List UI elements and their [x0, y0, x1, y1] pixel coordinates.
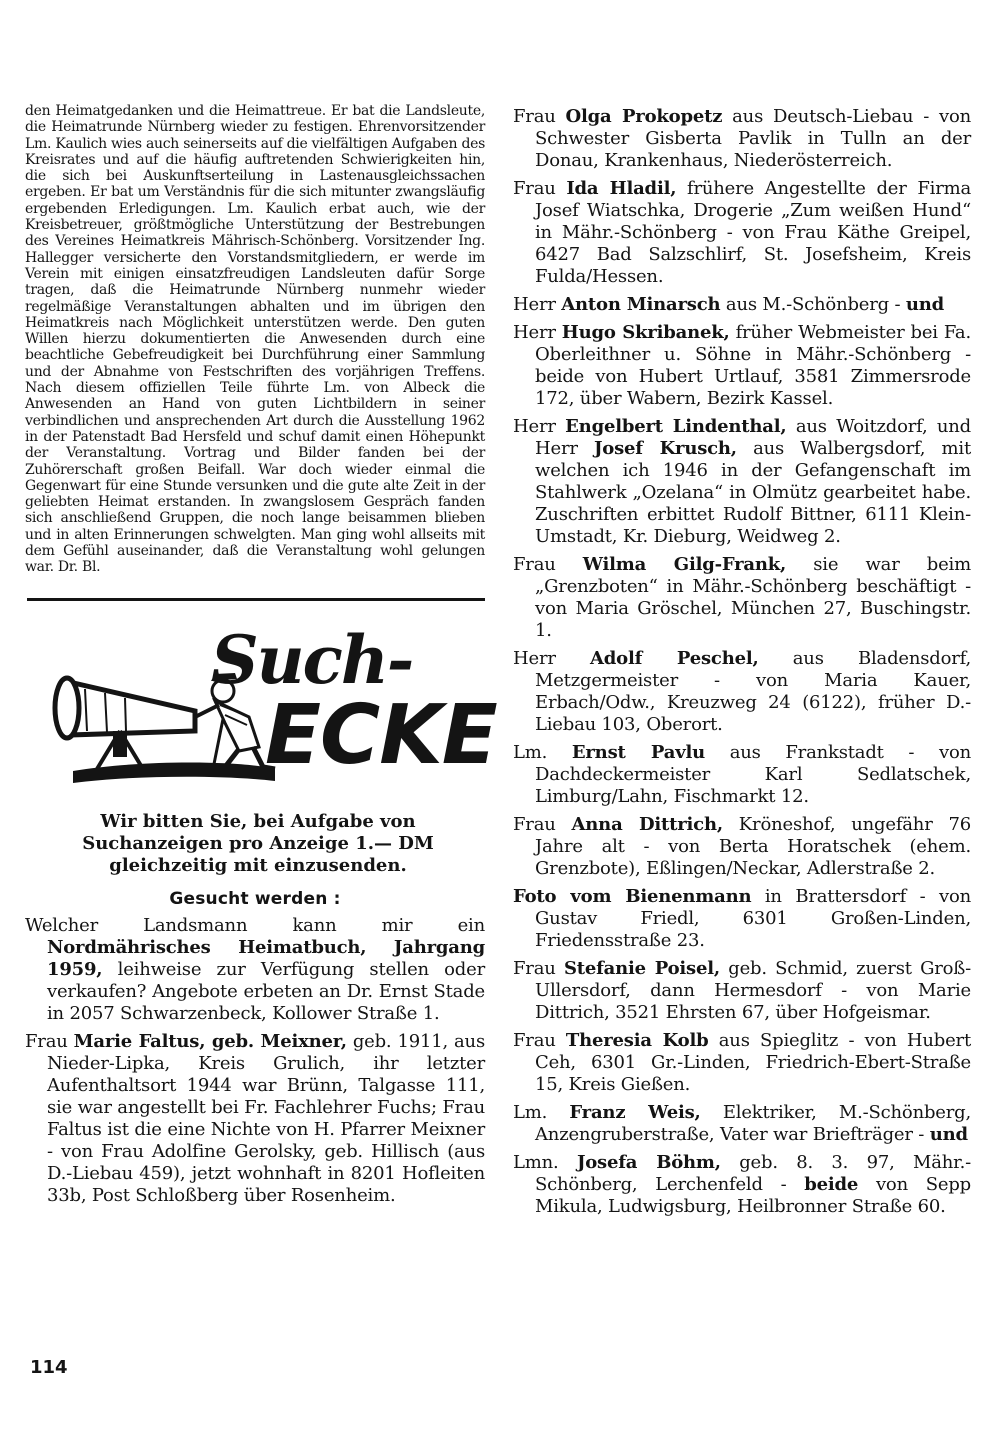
- page-number: 114: [30, 1357, 68, 1378]
- ad-name-bold: Engelbert Lindenthal,: [565, 416, 787, 437]
- search-ad: [513, 814, 971, 880]
- ad-name-bold: Adolf Peschel,: [589, 648, 759, 669]
- ad-text: aus M.-Schönberg -: [720, 294, 906, 315]
- ad-name-bold: Anton Minarsch: [561, 294, 721, 315]
- section-subheading: Gesucht werden :: [169, 888, 341, 909]
- ad-text: Herr: [513, 648, 590, 669]
- search-ad: [513, 1102, 971, 1146]
- ad-text: Herr: [513, 294, 562, 315]
- ad-text: Herr: [513, 322, 562, 343]
- ad-name-bold: Josefa Böhm,: [576, 1152, 721, 1173]
- ad-text: früher Webmeister bei Fa. Oberleithner u. Söhne in Mähr.-Schönberg - beide von Hubert Urtlauf, 3581 Zimmersrode 172, über Wabern, Bezirk Kassel.: [535, 322, 971, 409]
- ad-text: leihweise zur Verfügung stellen oder verkaufen? Angebote erbeten an Dr. Ernst Stade in 2057 Schwarzenbeck, Kollower Straße 1.: [47, 958, 485, 1024]
- search-ads-left: [25, 915, 485, 1207]
- ad-name-bold: Nordmährisches Heimatbuch, Jahrgang 1959,: [47, 936, 485, 980]
- ad-text: aus Walbergsdorf, mit welchen ich 1946 in der Gefangenschaft im Stahlwerk „Ozelana“ in Olmütz gearbeitet habe. Zuschriften erbittet Rudolf Bittner, 6111 Klein-Umstadt, Kr. Dieburg, Weidweg 2.: [535, 438, 971, 547]
- ad-text: Lm.: [513, 742, 572, 763]
- ad-name-bold: und: [905, 294, 945, 315]
- ad-name-bold: Anna Dittrich,: [571, 814, 723, 835]
- left-column: [25, 103, 497, 1213]
- ad-text: Frau: [513, 958, 564, 979]
- ad-text: aus Woitzdorf, und Herr: [535, 416, 972, 459]
- ad-name-bold: Hugo Skribanek,: [561, 322, 730, 343]
- ad-text: Herr: [513, 416, 566, 437]
- ad-name-bold: Franz Weis,: [569, 1102, 701, 1123]
- ad-name-bold: Ernst Pavlu: [571, 742, 705, 763]
- ad-name-bold: Wilma Gilg-Frank,: [582, 554, 787, 575]
- ad-text: Welcher Landsmann kann mir ein: [25, 914, 485, 936]
- ad-name-bold: Theresia Kolb: [565, 1030, 709, 1051]
- ad-text: frühere Angestellte der Firma Josef Wiatschka, Drogerie „Zum weißen Hund“ in Mähr.-Schönberg - von Frau Käthe Greipel, 6427 Bad Salzschlirf, St. Josefsheim, Kreis Fulda/Hessen.: [535, 178, 972, 287]
- search-ad: [513, 106, 971, 172]
- ad-text: geb. 8. 3. 97, Mähr.-Schönberg, Lerchenfeld -: [535, 1152, 971, 1195]
- logo-ecke-word: ECKE: [265, 687, 497, 783]
- ad-text: Frau: [25, 1030, 74, 1052]
- ad-name-bold: Foto vom Bienenmann: [513, 886, 752, 907]
- search-ad: [513, 886, 971, 952]
- ad-text: geb. Schmid, zuerst Groß-Ullersdorf, dann Hermesdorf - von Marie Dittrich, 3521 Ehrsten 67, über Hofgeismar.: [535, 958, 972, 1023]
- ad-text: sie war beim „Grenzboten“ in Mähr.-Schönberg beschäftigt - von Maria Gröschel, München 27, Buschingstr. 1.: [535, 554, 971, 641]
- search-ad: [513, 648, 971, 736]
- ad-text: Frau: [513, 178, 567, 199]
- ad-text: von Sepp Mikula, Ludwigsburg, Heilbronner Straße 60.: [535, 1174, 971, 1217]
- report-paragraph: den Heimatgedanken und die Heimattreue. Er bat die Landsleute, die Heimatrunde Nürnberg wieder zu festigen. Ehrenvorsitzender Lm. Kaulich wies auch seinerseits auf die vielfältigen Aufgaben des Kreisrates und auf die häufig auftretenden Schwierigkeiten hin, die sich bei Auskunftserteilung in Lastenausgleichssachen ergeben. Er bat um Verständnis für die sich mitunter zwangsläufig ergebenden Erledigungen. Lm. Kaulich erbat auch, wie der Kreisbetreuer, größtmögliche Unterstützung der Bestrebungen des Vereines Heimatkreis Mährisch-Schönberg. Vorsitzender Ing. Hallegger versicherte den Vorstandsmitgliedern, er werde im Verein mit einigen einsatzfreudigen Landsleuten dafür Sorge tragen, daß die Heimatrunde Nürnberg nunmehr wieder regelmäßige Veranstaltungen abhalten und im übrigen den Heimatkreis nach Möglichkeit unterstützen werde. Den guten Willen hierzu dokumentierten die Anwesenden durch eine beachtliche Gebefreudigkeit bei Durchführung einer Sammlung und der Abnahme von Festschriften des vorjährigen Treffens. Nach diesem offiziellen Teile führte Lm. von Albeck die Anwesenden an Hand von guten Lichtbildern in seiner verbindlichen und ansprechenden Art durch die Ausstellung 1962 in der Patenstadt Bad Hersfeld und schuf damit einen Höhepunkt der Veranstaltung. Vortrag und Bilder fanden bei der Zuhörerschaft großen Beifall. War doch wieder einmal die Gegenwart für eine Stunde versunken und die gute alte Zeit in der geliebten Heimat erstanden. In zwangslosem Gespräch fanden sich anschließend Gruppen, die noch lange beisammen blieben und in alten Erinnerungen schwelgten. Man ging wohl allseits mit dem Gefühl auseinander, daß die Veranstaltung wohl gelungen war. Dr. Bl.: [25, 103, 485, 576]
- ad-name-bold: Josef Krusch,: [593, 438, 737, 459]
- search-ad: [513, 178, 971, 288]
- search-ad: [513, 958, 971, 1024]
- search-ad: [513, 554, 971, 642]
- ad-text: Kröneshof, ungefähr 76 Jahre alt - von Berta Horatschek (ehem. Grenzbote), Eßlingen/Neckar, Adlerstraße 2.: [535, 814, 972, 879]
- search-ad: [513, 322, 971, 410]
- ad-text: in Brattersdorf - von Gustav Friedl, 6301 Großen-Linden, Friedensstraße 23.: [535, 886, 971, 951]
- ad-text: aus Frankstadt - von Dachdeckermeister Karl Sedlatschek, Limburg/Lahn, Fischmarkt 12.: [535, 742, 971, 807]
- search-ad: [513, 1030, 971, 1096]
- ad-text: aus Deutsch-Liebau - von Schwester Gisberta Pavlik in Tulln an der Donau, Krankenhaus, Niederösterreich.: [535, 106, 972, 171]
- ad-text: Frau: [513, 554, 583, 575]
- ad-name-bold: Stefanie Poisel,: [563, 958, 720, 979]
- ad-name-bold: und: [929, 1124, 968, 1145]
- ad-text: aus Bladensdorf, Metzgermeister - von Maria Kauer, Erbach/Odw., Kreuzweg 24 (6122), früher D.-Liebau 103, Oberort.: [535, 648, 971, 735]
- search-ad: [25, 915, 485, 1025]
- ad-text: Frau: [513, 814, 572, 835]
- ad-text: Frau: [513, 106, 566, 127]
- search-ad: [25, 1031, 485, 1207]
- ad-text: Lm.: [513, 1102, 570, 1123]
- ad-text: Frau: [513, 1030, 566, 1051]
- ad-name-bold: beide: [804, 1174, 859, 1195]
- section-divider: [27, 598, 485, 601]
- search-ads-right: [513, 106, 971, 1218]
- search-ad: [513, 294, 971, 316]
- search-ad: [513, 1152, 971, 1218]
- ad-text: geb. 1911, aus Nieder-Lipka, Kreis Grulich, ihr letzter Aufenthaltsort 1944 war Brünn, Talgasse 111, sie war angestellt bei Fr. Fachlehrer Fuchs; Frau Faltus ist die eine Nichte von H. Pfarrer Meixner - von Frau Adolfine Gerolsky, geb. Hillisch (aus D.-Liebau 459), jetzt wohnhaft in 8201 Hofleiten 33b, Post Schloßberg über Rosenheim.: [47, 1030, 485, 1206]
- search-ad: [513, 742, 971, 808]
- search-ad: [513, 416, 971, 548]
- ad-name-bold: Olga Prokopetz: [565, 106, 723, 127]
- ad-text: Elektriker, M.-Schönberg, Anzengruberstraße, Vater war Briefträger -: [535, 1102, 971, 1145]
- logo-such-word: Such-: [211, 620, 413, 699]
- right-column: [513, 106, 971, 1224]
- ad-text: aus Spieglitz - von Hubert Ceh, 6301 Gr.-Linden, Friedrich-Ebert-Straße 15, Kreis Gießen.: [535, 1030, 971, 1095]
- ad-text: Lmn.: [513, 1152, 577, 1173]
- such-ecke-logo: [25, 619, 497, 799]
- ad-name-bold: Ida Hladil,: [566, 178, 677, 199]
- ad-name-bold: Marie Faltus, geb. Meixner,: [73, 1030, 347, 1052]
- fee-notice: Wir bitten Sie, bei Aufgabe von Suchanzeigen pro Anzeige 1.— DM gleichzeitig mit einzusenden.: [82, 810, 434, 876]
